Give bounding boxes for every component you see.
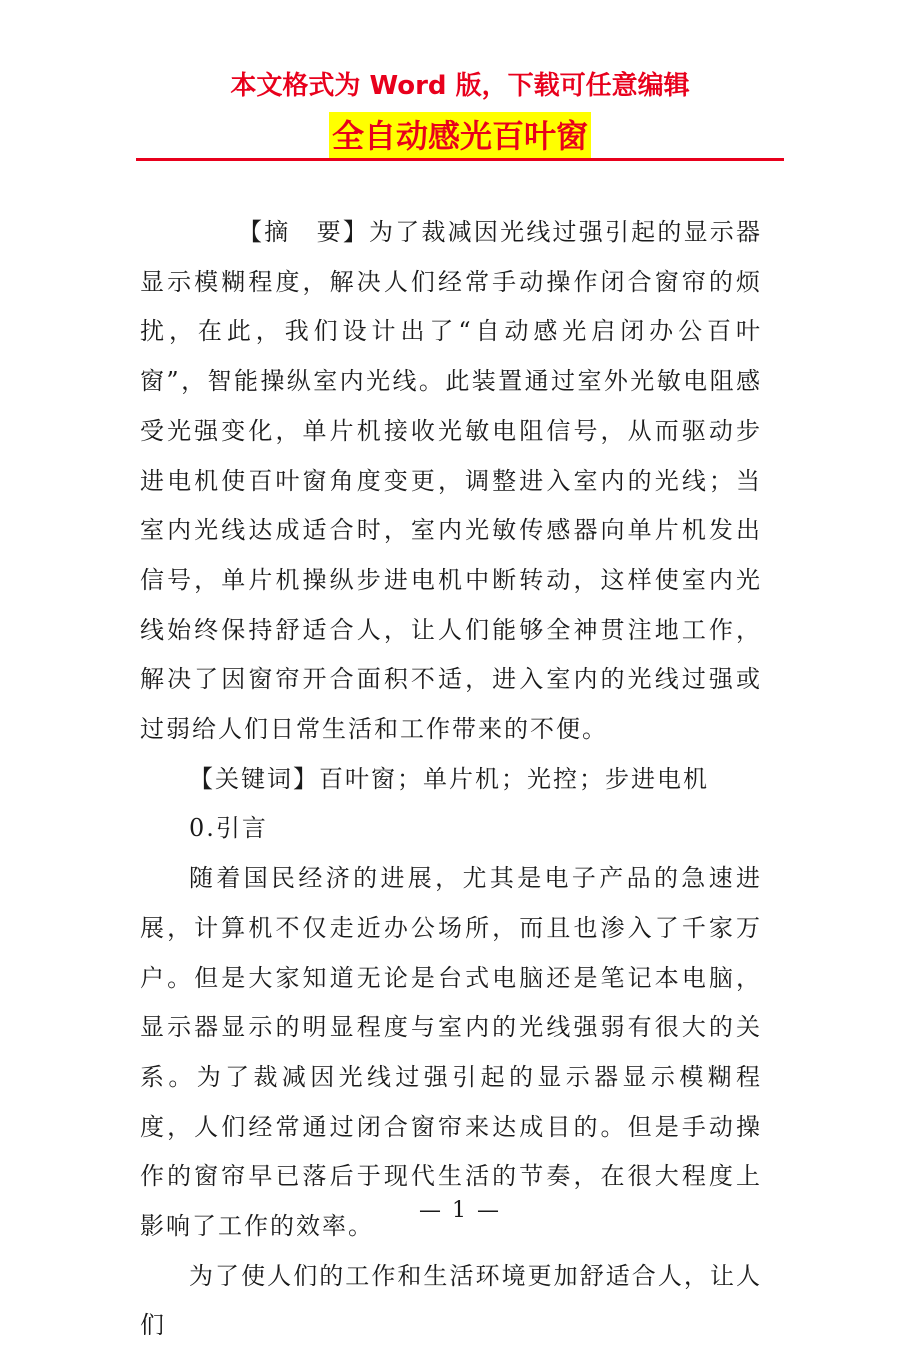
title-container bbox=[0, 112, 920, 160]
body-paragraph: 随着国民经济的进展，尤其是电子产品的急速进展，计算机不仅走近办公场所，而且也渗入了千家万户。但是大家知道无论是台式电脑还是笔记本电脑，显示器显示的明显程度与室内的光线强弱有很大的关系。为了裁减因光线过强引起的显示器显示模糊程度，人们经常通过闭合窗帘来达成目的。但是手动操作的窗帘早已落后于现代生活的节奏，在很大程度上影响了工作的效率。 bbox=[140, 864, 762, 1241]
page-number: — 1 — bbox=[419, 1198, 501, 1223]
title-divider bbox=[136, 158, 784, 161]
keywords-line: 【关键词】百叶窗；单片机；光控；步进电机 bbox=[189, 764, 709, 793]
body-paragraph: 为了使人们的工作和生活环境更加舒适合人，让人们 bbox=[140, 1261, 762, 1340]
download-notice: 本文格式为 Word 版，下载可任意编辑 bbox=[230, 71, 690, 101]
document-body bbox=[140, 208, 762, 1351]
abstract-paragraph: 【摘 要】为了裁减因光线过强引起的显示器显示模糊程度，解决人们经常手动操作闭合窗帘的烦扰，在此，我们设计出了“自动感光启闭办公百叶窗”，智能操纵室内光线。此装置通过室外光敏电阻感受光强变化，单片机接收光敏电阻信号，从而驱动步进电机使百叶窗角度变更，调整进入室内的光线；当室内光线达成适合时，室内光敏传感器向单片机发出信号，单片机操纵步进电机中断转动，这样使室内光线始终保持舒适合人，让人们能够全神贯注地工作，解决了因窗帘开合面积不适，进入室内的光线过强或过弱给人们日常生活和工作带来的不便。 bbox=[140, 218, 762, 744]
section-heading-intro: 0.引言 bbox=[189, 814, 268, 843]
document-title: 全自动感光百叶窗 bbox=[329, 112, 591, 160]
